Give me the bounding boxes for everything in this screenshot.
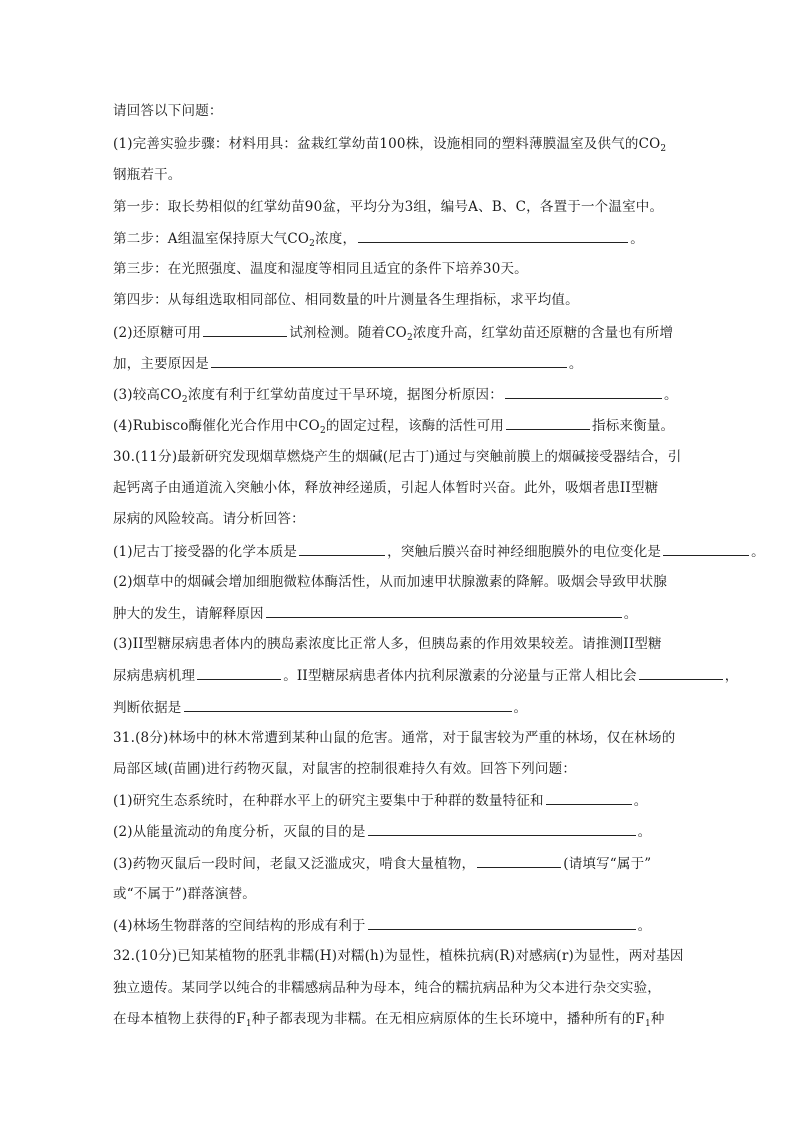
q29-part2-line2 bbox=[113, 353, 774, 374]
q31-stem-text: 局部区域(苗圃)进行药物灭鼠，对鼠害的控制很难持久有效。回答下列问题： bbox=[113, 761, 577, 777]
answer-blank[interactable] bbox=[546, 790, 632, 805]
q32-line2 bbox=[113, 978, 774, 998]
subscript: 2 bbox=[406, 333, 413, 343]
step2-text: 第二步：A组温室保持原大气CO bbox=[113, 231, 310, 247]
subscript: 2 bbox=[319, 426, 326, 436]
q30-part3-text-d: 判断依据是 bbox=[113, 700, 182, 716]
answer-blank[interactable] bbox=[184, 697, 512, 712]
q30-stem-text: 起钙离子由通道流入突触小体，释放神经递质，引起人体暂时兴奋。此外，吸烟者患II型糖 bbox=[113, 480, 659, 496]
q29-part2-text: (2)还原糖可用 bbox=[113, 325, 202, 341]
answer-blank[interactable] bbox=[477, 853, 561, 868]
q30-part3-text-c: 。II型糖尿病患者体内抗利尿激素的分泌量与正常人相比会 bbox=[283, 668, 637, 684]
q30-part3-line1 bbox=[113, 634, 774, 654]
q32-stem-text: 在母本植物上获得的F bbox=[113, 1011, 246, 1027]
q32-stem-text-b: 种子都表现为非糯。在无相应病原体的生长环境中，播种所有的F bbox=[251, 1011, 645, 1027]
step4-line bbox=[113, 290, 774, 310]
subscript: 1 bbox=[245, 1019, 252, 1029]
q29-part2-line1 bbox=[113, 322, 774, 343]
q30-part3-line3 bbox=[113, 697, 774, 718]
q29-part4-text-c: 指标来衡量。 bbox=[592, 418, 675, 434]
punctuation: 。 bbox=[633, 793, 648, 809]
q32-line3 bbox=[113, 1009, 774, 1029]
answer-blank[interactable] bbox=[211, 353, 567, 368]
punctuation: 。 bbox=[630, 231, 644, 247]
q30-part2-text: (2)烟草中的烟碱会增加细胞微粒体酶活性，从而加速甲状腺激素的降解。吸烟会导致甲状腺 bbox=[113, 574, 668, 590]
q30-line1 bbox=[113, 447, 774, 467]
q31-part1-text: (1)研究生态系统时，在种群水平上的研究主要集中于种群的数量特征和 bbox=[113, 793, 544, 809]
punctuation: 。 bbox=[637, 824, 652, 840]
q31-part2-line bbox=[113, 821, 774, 842]
answer-blank[interactable] bbox=[639, 665, 723, 680]
q30-part3-text: (3)II型糖尿病患者体内的胰岛素浓度比正常人多，但胰岛素的作用效果较差。请推测II型糖 bbox=[113, 636, 662, 652]
q30-line3 bbox=[113, 509, 774, 529]
step2-text-cont: 浓度， bbox=[315, 231, 357, 247]
subscript: 2 bbox=[309, 239, 316, 249]
answer-blank[interactable] bbox=[299, 541, 385, 556]
q31-line1 bbox=[113, 728, 774, 748]
q31-part1-line bbox=[113, 790, 774, 811]
q30-part1-text-b: ，突触后膜兴奋时神经细胞膜外的电位变化是 bbox=[387, 544, 662, 560]
punctuation: 。 bbox=[513, 700, 528, 716]
q29-part1-text: (1)完善实验步骤：材料用具：盆栽红掌幼苗100株，设施相同的塑料薄膜温室及供气的CO bbox=[113, 136, 661, 152]
q31-part3-line1 bbox=[113, 853, 774, 874]
punctuation: 。 bbox=[751, 544, 765, 560]
q32-stem-text: 独立遗传。某同学以纯合的非糯感病品种为母本，纯合的糯抗病品种为父本进行杂交实验， bbox=[113, 980, 661, 996]
q31-part4-line bbox=[113, 915, 774, 936]
q30-stem-text: 30.(11分)最新研究发现烟草燃烧产生的烟碱(尼古丁)通过与突触前膜上的烟碱接受器结合，引 bbox=[113, 449, 682, 465]
answer-blank[interactable] bbox=[663, 541, 749, 556]
q31-part4-text: (4)林场生物群落的空间结构的形成有利于 bbox=[113, 918, 366, 934]
punctuation: 。 bbox=[637, 918, 652, 934]
q32-stem-text-c: 种 bbox=[650, 1011, 665, 1027]
step4-text: 第四步：从每组选取相同部位、相同数量的叶片测量各生理指标，求平均值。 bbox=[113, 292, 579, 308]
q31-stem-text: 31.(8分)林场中的林木常遭到某种山鼠的危害。通常，对于鼠害较为严重的林场，仅在林场的 bbox=[113, 730, 676, 746]
q30-part2-line1 bbox=[113, 572, 774, 592]
q29-part2-text-c: 浓度升高，红掌幼苗还原糖的含量也有所增 bbox=[412, 325, 674, 341]
step1-text: 第一步：取长势相似的红掌幼苗90盆，平均分为3组，编号A、B、C，各置于一个温室中。 bbox=[113, 199, 664, 215]
step3-line bbox=[113, 259, 774, 279]
answer-blank[interactable] bbox=[197, 665, 281, 680]
q30-part2-line2 bbox=[113, 603, 774, 624]
q30-part1-line bbox=[113, 541, 774, 562]
step1-line bbox=[113, 197, 774, 217]
punctuation: 。 bbox=[623, 606, 638, 622]
q30-line2 bbox=[113, 478, 774, 498]
q29-part4-text: (4)Rubisco酶催化光合作用中CO bbox=[113, 418, 320, 434]
q29-part2-text-d: 加，主要原因是 bbox=[113, 356, 209, 372]
q31-part3-line2 bbox=[113, 884, 774, 904]
q30-stem-text: 尿病的风险较高。请分析回答： bbox=[113, 511, 305, 527]
q31-part2-text: (2)从能量流动的角度分析，灭鼠的目的是 bbox=[113, 824, 366, 840]
q31-line2 bbox=[113, 759, 774, 779]
q31-part3-text-b: (请填写“属于” bbox=[563, 856, 652, 872]
subscript: 1 bbox=[644, 1019, 651, 1029]
intro-label: 请回答以下问题： bbox=[113, 103, 223, 119]
punctuation: 。 bbox=[568, 356, 583, 372]
answer-blank[interactable] bbox=[505, 384, 662, 399]
q29-part4-line bbox=[113, 415, 774, 436]
step2-line bbox=[113, 228, 774, 249]
q29-part1-line1 bbox=[113, 134, 774, 154]
q29-part1-text-cont: 钢瓶若干。 bbox=[113, 167, 182, 183]
q32-stem-text: 32.(10分)已知某植物的胚乳非糯(H)对糯(h)为显性，植株抗病(R)对感病(r)为显性，两对基因 bbox=[113, 948, 684, 964]
q29-part3-text-b: 浓度有利于红掌幼苗度过干旱环境，据图分析原因： bbox=[187, 387, 503, 403]
punctuation: ， bbox=[724, 668, 739, 684]
q29-part4-text-b: 的固定过程，该酶的活性可用 bbox=[325, 418, 505, 434]
q30-part3-line2 bbox=[113, 665, 774, 686]
answer-blank[interactable] bbox=[506, 415, 590, 430]
q30-part3-text-b: 尿病患病机理 bbox=[113, 668, 196, 684]
q31-part3-text-c: 或“不属于”)群落演替。 bbox=[113, 886, 256, 902]
subscript: 2 bbox=[181, 395, 188, 405]
answer-blank[interactable] bbox=[266, 603, 622, 618]
q29-part2-text-b: 试剂检测。随着CO bbox=[289, 325, 407, 341]
q29-part3-text: (3)较高CO bbox=[113, 387, 182, 403]
q29-part1-line2 bbox=[113, 165, 774, 185]
intro-text bbox=[113, 101, 774, 121]
answer-blank[interactable] bbox=[203, 322, 287, 337]
subscript: 2 bbox=[660, 144, 667, 154]
q29-part3-line bbox=[113, 384, 774, 405]
q31-part3-text: (3)药物灭鼠后一段时间，老鼠又泛滥成灾，啃食大量植物， bbox=[113, 856, 476, 872]
answer-blank[interactable] bbox=[368, 915, 636, 930]
step3-text: 第三步：在光照强度、温度和湿度等相同且适宜的条件下培养30天。 bbox=[113, 261, 528, 277]
q32-line1 bbox=[113, 946, 774, 966]
q30-part2-text-b: 肿大的发生，请解释原因 bbox=[113, 606, 264, 622]
q30-part1-text: (1)尼古丁接受器的化学本质是 bbox=[113, 544, 298, 560]
answer-blank[interactable] bbox=[368, 821, 636, 836]
answer-blank[interactable] bbox=[358, 228, 628, 243]
punctuation: 。 bbox=[663, 387, 678, 403]
